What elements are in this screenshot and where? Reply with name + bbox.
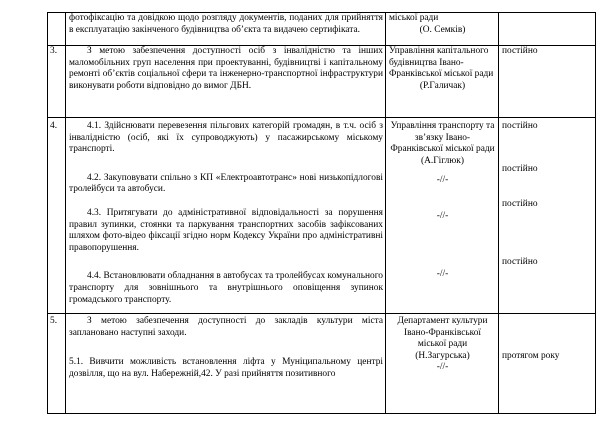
task-cell [66, 46, 386, 118]
term-text: постійно [502, 256, 538, 267]
table-row-4 [48, 118, 596, 314]
term-cell [499, 13, 596, 46]
responsible-cell [386, 13, 499, 46]
task-text-5: З метою забезпечення доступності до закладів культури міста заплановано наступні заходи. [69, 316, 383, 338]
table-row-5 [48, 314, 596, 414]
responsible-same: -//- [436, 210, 449, 221]
responsible-cell [386, 314, 499, 414]
term-cell [499, 118, 596, 314]
responsible-person: (О. Семків) [419, 24, 466, 35]
term-cell: постійно [499, 46, 596, 118]
term-text: протягом року [502, 351, 560, 361]
table-row-3 [48, 46, 596, 118]
task-cell [66, 13, 386, 46]
term-cell [499, 314, 596, 414]
table-row-continuation [48, 13, 596, 46]
task-text-4-3: 4.3. Притягувати до адміністративної відповідальності за порушення правил зупинки, стоянки та паркування транспортних засобів зафіксованих шляхом фото-відео фіксації згідно норм Кодексу України про адміністративні правопорушення. [69, 207, 383, 253]
term-text: постійно [502, 121, 538, 131]
row-number: 4. [48, 118, 66, 314]
responsible-person: (Р.Галичак) [419, 80, 466, 91]
row-number: 3. [48, 46, 66, 118]
task-text: фотофіксацію та довідкою щодо розгляду документів, поданих для прийняття в експлуатацію закінченого будівництва об’єкта та видачею сертифіката. [69, 13, 383, 35]
task-text: З метою забезпечення доступності осіб з інвалідністю та інших маломобільних груп населення при проектуванні, будівництві і капітальному ремонті об’єктів соціальної сфери та інженерно-транспортної інфраструктури виконувати роботи відповідно до вимог ДБН. [69, 46, 383, 91]
responsible-same: -//- [436, 362, 449, 373]
responsible-text: Департамент культури Івано-Франківської міської ради [397, 316, 488, 350]
responsible-text: міської ради [389, 13, 439, 23]
responsible-person: (Н.Загурська) [415, 350, 470, 361]
responsible-text: Управління капітального будівництва Івано-Франківської міської ради [389, 46, 494, 80]
term-text: постійно [502, 199, 538, 210]
task-text-4-2: 4.2. Закуповувати спільно з КП «Електроавтотранс» нові низькопідлогові тролейбуси та автобуси. [69, 172, 383, 195]
task-text-5-1: 5.1. Вивчити можливість встановлення ліфта у Муніципальному центрі дозвілля, що на вул. Набережній,42. У разі прийняття позитивного [69, 357, 383, 379]
task-text-4-1: 4.1. Здійснювати перевезення пільгових категорій громадян, в т.ч. осіб з інвалідністю (осіб, які їх супроводжують) у пасажирському міському транспорті. [69, 121, 383, 155]
task-cell [66, 118, 386, 314]
term-text: постійно [502, 163, 538, 174]
responsible-same: -//- [436, 268, 449, 279]
task-text-4-4: 4.4. Встановлювати обладнання в автобусах та тролейбусах комунального транспорту для зовнішнього та внутрішнього оповіщення зупинок громадського транспорту. [69, 271, 383, 305]
row-number [48, 13, 66, 46]
measures-table [47, 12, 596, 414]
responsible-text: Управління транспорту та зв’язку Івано-Франківської міської ради (А.Гіглюк) [390, 121, 495, 166]
task-cell [66, 314, 386, 414]
row-number: 5. [48, 314, 66, 414]
responsible-same: -//- [436, 175, 449, 186]
responsible-cell [386, 46, 499, 118]
responsible-cell [386, 118, 499, 314]
